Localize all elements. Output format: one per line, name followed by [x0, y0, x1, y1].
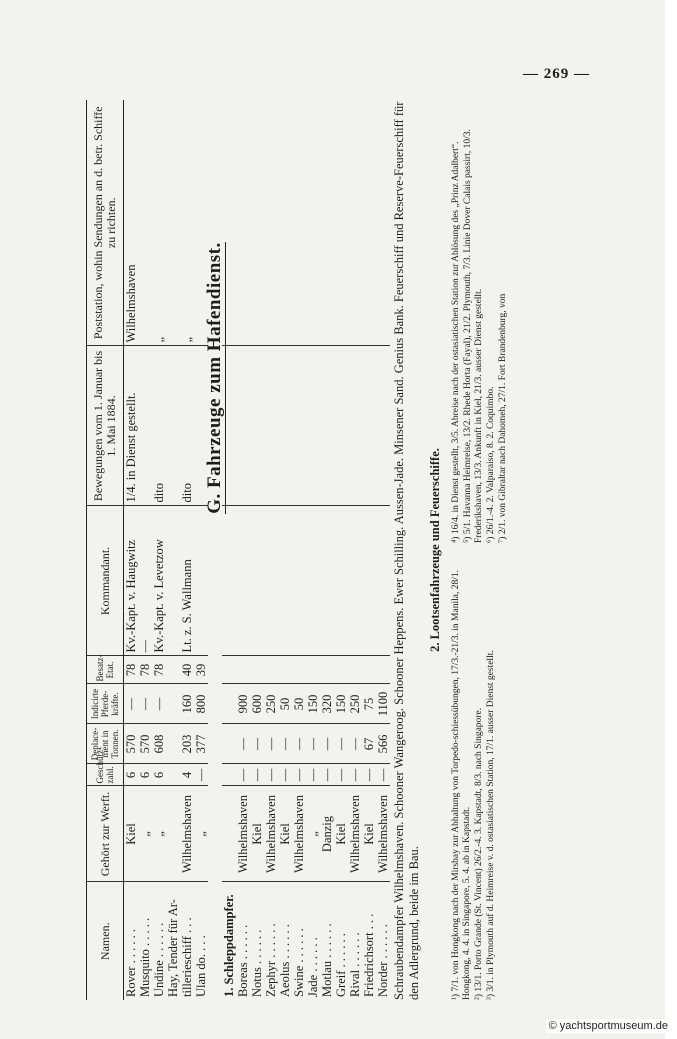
- tug-besatz: [264, 656, 278, 684]
- tug-bewegung: [278, 346, 292, 506]
- tug-geschuetz: —: [320, 764, 334, 786]
- ship-geschuetz: 4: [180, 764, 194, 786]
- ship-geschuetz: [166, 764, 180, 786]
- ship-bewegung: 1/4. in Dienst gestellt.: [124, 346, 139, 506]
- tug-post: [362, 100, 376, 346]
- tug-pferde: 75: [362, 684, 376, 724]
- ship-werft: „: [152, 786, 166, 882]
- ship-post: [166, 100, 180, 346]
- tug-kommandant: [264, 506, 278, 656]
- ships-body: [124, 100, 209, 1000]
- tug-werft: Wilhelmshaven: [376, 786, 390, 882]
- tug-kommandant: [362, 506, 376, 656]
- section1-row: [222, 100, 236, 1000]
- tug-kommandant: [376, 506, 390, 656]
- tug-name: Greif . . . . . .: [334, 933, 348, 997]
- ship-werft: „: [138, 786, 152, 882]
- tug-deplacement: —: [250, 724, 264, 764]
- ship-besatz: 78: [124, 656, 139, 684]
- tugs-body: [236, 100, 390, 1000]
- table-row: [194, 100, 208, 1000]
- tug-besatz: [376, 656, 390, 684]
- ship-post: Wilhelmshaven: [124, 100, 139, 346]
- ship-geschuetz: 6: [124, 764, 139, 786]
- tug-bewegung: [320, 346, 334, 506]
- tug-geschuetz: —: [348, 764, 362, 786]
- tug-post: [250, 100, 264, 346]
- tug-post: [376, 100, 390, 346]
- tug-deplacement: —: [334, 724, 348, 764]
- table-row: [166, 100, 180, 1000]
- tug-deplacement: —: [348, 724, 362, 764]
- tug-deplacement: —: [236, 724, 250, 764]
- tug-bewegung: [348, 346, 362, 506]
- tug-deplacement: 566: [376, 724, 390, 764]
- col-header-geschuetz: Geschütz-zahl.: [87, 764, 124, 786]
- tug-pferde: 50: [278, 684, 292, 724]
- table-row: [278, 100, 292, 1000]
- tug-besatz: [348, 656, 362, 684]
- tug-post: [264, 100, 278, 346]
- ship-pferde: —: [124, 684, 139, 724]
- ship-werft: „: [194, 786, 208, 882]
- tug-kommandant: [292, 506, 306, 656]
- tug-kommandant: [348, 506, 362, 656]
- tug-pferde: 150: [306, 684, 320, 724]
- page-number: — 269 —: [523, 66, 590, 82]
- tug-geschuetz: —: [264, 764, 278, 786]
- table-row: [362, 100, 376, 1000]
- ship-deplacement: 203: [180, 724, 194, 764]
- ship-deplacement: 570: [124, 724, 139, 764]
- tug-geschuetz: —: [250, 764, 264, 786]
- footnote: ³) 3/1. in Plymouth auf d. Heimreise v. d. ostasiatischen Station, 17/1. ausser Dienst gestellt.: [486, 650, 496, 1000]
- tug-werft: Kiel: [362, 786, 376, 882]
- tug-bewegung: [362, 346, 376, 506]
- ship-kommandant: Kv.-Kapt. v. Haugwitz: [124, 506, 139, 656]
- tug-name: Zephyr . . . . . .: [264, 923, 278, 997]
- tug-name: Jade . . . . . .: [306, 937, 320, 997]
- col-header-besatz: Besatz-Etat.: [87, 656, 124, 684]
- tug-pferde: 600: [250, 684, 264, 724]
- ship-besatz: 40: [180, 656, 194, 684]
- ship-kommandant: —: [138, 506, 152, 656]
- table-row: [306, 100, 320, 1000]
- ship-geschuetz: —: [194, 764, 208, 786]
- tug-kommandant: [334, 506, 348, 656]
- table-header-row: [87, 100, 124, 1000]
- tug-bewegung: [264, 346, 278, 506]
- ship-geschuetz: 6: [152, 764, 166, 786]
- ship-name: Undine . . . . . .: [152, 922, 166, 997]
- footnote: ¹) 7/1. von Hongkong nach der Mirsbay zur Abhaltung von Torpedo-schiessübungen, 17/3.-21/3. in Manila, 28/1. Hongkong, 4. 4. in Singapore, 5. 4. ab in Kapstadt.: [451, 570, 472, 1000]
- tug-bewegung: [306, 346, 320, 506]
- ship-pferde: 160: [180, 684, 194, 724]
- tug-pferde: 320: [320, 684, 334, 724]
- paragraph-schraubendampfer: Schraubendampfer Wilhelmshaven. Schooner Wangeroog. Schooner Heppens. Ewer Schilling. Aussen-Jade. Minsener Sand. Genius Bank. Feuerschiff und Reserve-Feuerschiff für den Adlergrund, beide im Bau.: [392, 101, 421, 1000]
- tug-besatz: [250, 656, 264, 684]
- tug-name: Norder . . . . . .: [376, 924, 390, 997]
- tug-geschuetz: —: [236, 764, 250, 786]
- ship-bewegung: [138, 346, 152, 506]
- tug-name: Friedrichsort . . .: [362, 913, 376, 997]
- col-header-bewegungen: Bewegungen vom 1. Januar bis 1. Mai 1884.: [87, 346, 124, 506]
- tug-werft: Danzig: [320, 786, 334, 882]
- tug-kommandant: [236, 506, 250, 656]
- table-row: [264, 100, 278, 1000]
- tug-geschuetz: —: [362, 764, 376, 786]
- tug-werft: Kiel: [250, 786, 264, 882]
- table-row: [250, 100, 264, 1000]
- table-row: [124, 100, 139, 1000]
- ship-post: [138, 100, 152, 346]
- ship-pferde: 800: [194, 684, 208, 724]
- ship-werft: [166, 786, 180, 882]
- col-header-post: Poststation, wohin Sendungen an d. betr. Schiffe zu richten.: [87, 100, 124, 346]
- tug-pferde: 250: [348, 684, 362, 724]
- ship-pferde: [166, 684, 180, 724]
- tug-name: Boreas . . . . . .: [236, 924, 250, 997]
- tug-besatz: [236, 656, 250, 684]
- tug-post: [348, 100, 362, 346]
- ship-deplacement: 608: [152, 724, 166, 764]
- col-header-kommandant: Kommandant.: [87, 506, 124, 656]
- footnote: ²) 13/1. Porto Grande (St. Vincent) 26/2.-4. 3. Kapstadt, 8/3. nach Singapore.: [474, 707, 484, 1000]
- tug-deplacement: —: [320, 724, 334, 764]
- ship-geschuetz: 6: [138, 764, 152, 786]
- table-row: [236, 100, 250, 1000]
- watermark: © yachtsportmuseum.de: [546, 1019, 671, 1033]
- ship-kommandant: Kv.-Kapt. v. Levetzow: [152, 506, 166, 656]
- tug-post: [292, 100, 306, 346]
- tug-besatz: [362, 656, 376, 684]
- ship-besatz: 39: [194, 656, 208, 684]
- ships-table: [86, 100, 390, 1000]
- ship-kommandant: Lt. z. S. Wallmann: [180, 506, 194, 656]
- ship-name: Ulan do. . . .: [194, 935, 208, 997]
- footnote: ⁶) 26/1.-4. 2. Valparaiso, 8. 2. Coquimbo.: [486, 386, 496, 543]
- tug-deplacement: —: [292, 724, 306, 764]
- tug-pferde: 150: [334, 684, 348, 724]
- g-title-row: [208, 100, 222, 1000]
- ship-pferde: —: [152, 684, 166, 724]
- ship-bewegung: dito: [180, 346, 194, 506]
- ship-name: tillerieschiff . . .: [180, 917, 194, 997]
- tug-bewegung: [334, 346, 348, 506]
- tug-werft: „: [306, 786, 320, 882]
- tug-kommandant: [250, 506, 264, 656]
- table-row: [376, 100, 390, 1000]
- tug-kommandant: [320, 506, 334, 656]
- tug-deplacement: 67: [362, 724, 376, 764]
- table-row: [292, 100, 306, 1000]
- section1-title: 1. Schleppdampfer.: [222, 894, 236, 997]
- tug-bewegung: [250, 346, 264, 506]
- table-row: [138, 100, 152, 1000]
- tug-geschuetz: —: [278, 764, 292, 786]
- footnote: ⁷) 2/1. von Gibraltar nach Dahomeh, 27/1. Fort Brandenburg, von: [498, 293, 508, 543]
- ship-post: „: [152, 100, 166, 346]
- table-row: [348, 100, 362, 1000]
- tug-bewegung: [236, 346, 250, 506]
- table-row: [180, 100, 194, 1000]
- table-row: [320, 100, 334, 1000]
- ship-post: „: [180, 100, 194, 346]
- tug-pferde: 900: [236, 684, 250, 724]
- ship-name: Hay, Tender für Ar-: [166, 899, 180, 997]
- tug-name: Aeolus . . . . . .: [278, 924, 292, 997]
- tug-pferde: 50: [292, 684, 306, 724]
- ship-besatz: [166, 656, 180, 684]
- footnotes-right: [451, 100, 510, 543]
- table-row: [334, 100, 348, 1000]
- tug-deplacement: —: [264, 724, 278, 764]
- tug-werft: Wilhelmshaven: [348, 786, 362, 882]
- table-row: [152, 100, 166, 1000]
- tug-besatz: [278, 656, 292, 684]
- tug-werft: Kiel: [278, 786, 292, 882]
- ship-kommandant: [194, 506, 208, 656]
- ship-besatz: 78: [138, 656, 152, 684]
- tug-besatz: [320, 656, 334, 684]
- tug-geschuetz: —: [306, 764, 320, 786]
- footnote: ⁴) 16/4. in Dienst gestellt, 3/5. Abreise nach der ostasiatischen Station zur Ablösung des „Prinz Adalbert“.: [451, 141, 461, 543]
- tug-name: Motlau . . . . . .: [320, 923, 334, 997]
- tug-bewegung: [376, 346, 390, 506]
- tug-post: [320, 100, 334, 346]
- ship-bewegung: [166, 346, 180, 506]
- tug-name: Rival . . . . . .: [348, 932, 362, 997]
- tug-name: Notus . . . . . .: [250, 929, 264, 997]
- ship-deplacement: [166, 724, 180, 764]
- tug-post: [334, 100, 348, 346]
- tug-werft: Wilhelmshaven: [264, 786, 278, 882]
- tug-kommandant: [306, 506, 320, 656]
- tug-deplacement: —: [278, 724, 292, 764]
- tug-werft: Wilhelmshaven: [292, 786, 306, 882]
- ship-werft: Kiel: [124, 786, 139, 882]
- ship-pferde: —: [138, 684, 152, 724]
- tug-post: [278, 100, 292, 346]
- footnotes: [451, 100, 510, 1000]
- tug-pferde: 250: [264, 684, 278, 724]
- ship-besatz: 78: [152, 656, 166, 684]
- tug-name: Swine . . . . . .: [292, 928, 306, 997]
- tug-deplacement: —: [306, 724, 320, 764]
- ship-name: Rover . . . . . .: [124, 928, 138, 997]
- g-section-title: G. Fahrzeuge zum Hafendienst.: [204, 242, 225, 514]
- col-header-pferde: Indicirte Pferde-kräfte.: [87, 684, 124, 724]
- footnote: ⁵) 5/1. Havanna Heimreise, 13/2. Rhede Horta (Fayal), 21/2. Plymouth, 7/3. Linie Dover Calais passirt, 10/3. Frederikshaven, 13/3. Ankunft in Kiel, 21/3. ausser Dienst gestellt.: [463, 129, 484, 543]
- tug-besatz: [306, 656, 320, 684]
- col-header-deplacement: Deplace-ment in Tonnen.: [87, 724, 124, 764]
- rotated-table-block: [86, 100, 586, 1000]
- section2-title: 2. Lootsenfahrzeuge und Feuerschiffe.: [428, 448, 442, 652]
- tug-geschuetz: —: [376, 764, 390, 786]
- tug-pferde: 1100: [376, 684, 390, 724]
- ship-bewegung: dito: [152, 346, 166, 506]
- tug-kommandant: [278, 506, 292, 656]
- col-header-namen: Namen.: [87, 882, 124, 1000]
- tug-besatz: [334, 656, 348, 684]
- tug-werft: Kiel: [334, 786, 348, 882]
- tug-bewegung: [292, 346, 306, 506]
- tug-besatz: [292, 656, 306, 684]
- tug-post: [236, 100, 250, 346]
- tug-geschuetz: —: [292, 764, 306, 786]
- tug-geschuetz: —: [334, 764, 348, 786]
- ship-deplacement: 377: [194, 724, 208, 764]
- ship-name: Musquito . . . . .: [138, 917, 152, 997]
- col-header-werft: Gehört zur Werft.: [87, 786, 124, 882]
- ship-werft: Wilhelmshaven: [180, 786, 194, 882]
- tug-post: [306, 100, 320, 346]
- footnotes-left: [451, 557, 510, 1000]
- ship-kommandant: [166, 506, 180, 656]
- ship-deplacement: 570: [138, 724, 152, 764]
- tug-werft: Wilhelmshaven: [236, 786, 250, 882]
